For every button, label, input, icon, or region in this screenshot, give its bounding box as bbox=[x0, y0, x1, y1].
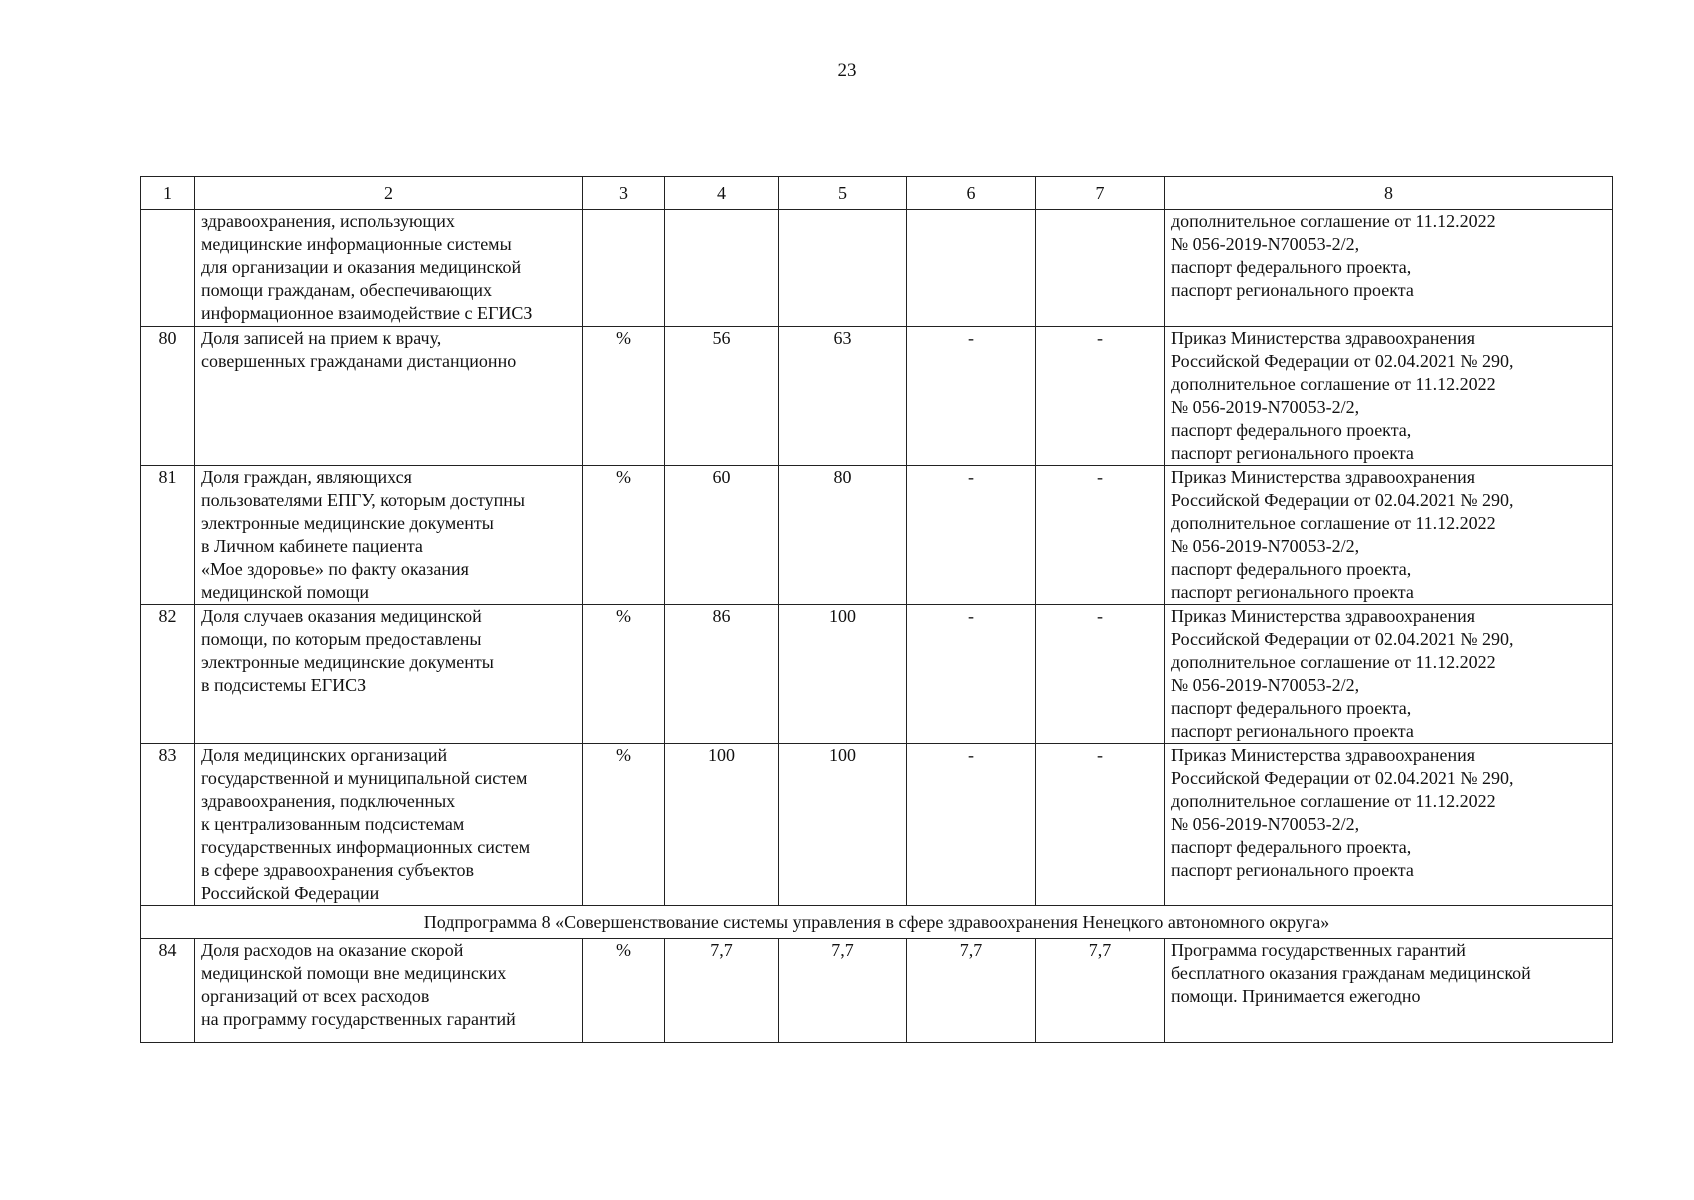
cell-text-line: информационное взаимодействие с ЕГИСЗ bbox=[201, 303, 533, 323]
table-row bbox=[141, 210, 1613, 327]
cell-text-line: № 056-2019-N70053-2/2, bbox=[1171, 675, 1360, 695]
row-number-cell: 83 bbox=[141, 744, 195, 906]
cell-text-line: Доля граждан, являющихся bbox=[201, 467, 412, 487]
cell-text-line: для организации и оказания медицинской bbox=[201, 257, 522, 277]
cell-text-line: организаций от всех расходов bbox=[201, 986, 430, 1006]
cell-text-line: Приказ Министерства здравоохранения bbox=[1171, 745, 1476, 765]
cell-text-line: паспорт регионального проекта bbox=[1171, 443, 1414, 463]
cell-text-line: к централизованным подсистемам bbox=[201, 814, 465, 834]
cell-text-line: помощи, по которым предоставлены bbox=[201, 629, 482, 649]
cell-text-line: Приказ Министерства здравоохранения bbox=[1171, 328, 1476, 348]
indicator-name-cell bbox=[195, 210, 583, 327]
cell-text-line: паспорт регионального проекта bbox=[1171, 582, 1414, 602]
cell-text-line: в сфере здравоохранения субъектов bbox=[201, 860, 475, 880]
source-document-cell bbox=[1165, 744, 1613, 906]
value-cell-col7: - bbox=[1036, 466, 1165, 605]
subprogram-title: Подпрограмма 8 «Совершенствование системы управления в сфере здравоохранения Ненецкого автономного округа» bbox=[141, 906, 1613, 939]
value-cell-col6: - bbox=[907, 605, 1036, 744]
column-header: 8 bbox=[1165, 177, 1613, 210]
cell-text-line: Приказ Министерства здравоохранения bbox=[1171, 606, 1476, 626]
cell-text-line: электронные медицинские документы bbox=[201, 513, 494, 533]
column-header: 2 bbox=[195, 177, 583, 210]
indicator-name-cell bbox=[195, 466, 583, 605]
row-number-cell: 80 bbox=[141, 327, 195, 466]
cell-text-line: совершенных гражданами дистанционно bbox=[201, 351, 517, 371]
row-number-cell: 84 bbox=[141, 939, 195, 1043]
unit-cell: % bbox=[583, 466, 665, 605]
cell-text-line: дополнительное соглашение от 11.12.2022 bbox=[1171, 513, 1496, 533]
cell-text-line: Доля медицинских организаций bbox=[201, 745, 448, 765]
column-header: 3 bbox=[583, 177, 665, 210]
cell-text-line: Приказ Министерства здравоохранения bbox=[1171, 467, 1476, 487]
table-row bbox=[141, 744, 1613, 906]
value-cell-col7: - bbox=[1036, 744, 1165, 906]
source-document-cell bbox=[1165, 466, 1613, 605]
row-number-cell: 81 bbox=[141, 466, 195, 605]
cell-text-line: дополнительное соглашение от 11.12.2022 bbox=[1171, 652, 1496, 672]
value-cell-col6: - bbox=[907, 327, 1036, 466]
row-number-cell bbox=[141, 210, 195, 327]
unit-cell bbox=[583, 210, 665, 327]
cell-text-line: дополнительное соглашение от 11.12.2022 bbox=[1171, 211, 1496, 231]
cell-text-line: на программу государственных гарантий bbox=[201, 1009, 516, 1029]
value-cell-col4: 56 bbox=[665, 327, 779, 466]
row-number-cell: 82 bbox=[141, 605, 195, 744]
source-document-cell bbox=[1165, 327, 1613, 466]
column-header: 4 bbox=[665, 177, 779, 210]
value-cell-col4: 60 bbox=[665, 466, 779, 605]
source-document-cell bbox=[1165, 210, 1613, 327]
value-cell-col5: 80 bbox=[779, 466, 907, 605]
cell-text-line: пользователями ЕПГУ, которым доступны bbox=[201, 490, 526, 510]
cell-text-line: в подсистемы ЕГИСЗ bbox=[201, 675, 367, 695]
cell-text-line: Российской Федерации от 02.04.2021 № 290, bbox=[1171, 490, 1514, 510]
value-cell-col5 bbox=[779, 210, 907, 327]
cell-text-line: Российской Федерации bbox=[201, 883, 380, 903]
value-cell-col7: - bbox=[1036, 327, 1165, 466]
cell-text-line: паспорт федерального проекта, bbox=[1171, 559, 1412, 579]
value-cell-col4: 100 bbox=[665, 744, 779, 906]
cell-text-line: дополнительное соглашение от 11.12.2022 bbox=[1171, 791, 1496, 811]
value-cell-col5: 100 bbox=[779, 605, 907, 744]
cell-text-line: помощи гражданам, обеспечивающих bbox=[201, 280, 493, 300]
source-document-cell bbox=[1165, 939, 1613, 1043]
unit-cell: % bbox=[583, 744, 665, 906]
value-cell-col4 bbox=[665, 210, 779, 327]
cell-text-line: Российской Федерации от 02.04.2021 № 290, bbox=[1171, 351, 1514, 371]
cell-text-line: Программа государственных гарантий bbox=[1171, 940, 1466, 960]
cell-text-line: бесплатного оказания гражданам медицинской bbox=[1171, 963, 1531, 983]
column-header: 6 bbox=[907, 177, 1036, 210]
unit-cell: % bbox=[583, 939, 665, 1043]
value-cell-col6 bbox=[907, 210, 1036, 327]
value-cell-col6: 7,7 bbox=[907, 939, 1036, 1043]
table-row bbox=[141, 327, 1613, 466]
column-number-header-row bbox=[141, 177, 1613, 210]
cell-text-line: государственной и муниципальной систем bbox=[201, 768, 528, 788]
cell-text-line: паспорт федерального проекта, bbox=[1171, 420, 1412, 440]
cell-text-line: паспорт регионального проекта bbox=[1171, 860, 1414, 880]
value-cell-col4: 86 bbox=[665, 605, 779, 744]
value-cell-col6: - bbox=[907, 744, 1036, 906]
cell-text-line: помощи. Принимается ежегодно bbox=[1171, 986, 1421, 1006]
cell-text-line: Доля расходов на оказание скорой bbox=[201, 940, 464, 960]
value-cell-col5: 7,7 bbox=[779, 939, 907, 1043]
cell-text-line: паспорт федерального проекта, bbox=[1171, 837, 1412, 857]
value-cell-col5: 63 bbox=[779, 327, 907, 466]
cell-text-line: Доля записей на прием к врачу, bbox=[201, 328, 442, 348]
value-cell-col7: 7,7 bbox=[1036, 939, 1165, 1043]
page-number: 23 bbox=[837, 60, 857, 81]
cell-text-line: государственных информационных систем bbox=[201, 837, 531, 857]
cell-text-line: Российской Федерации от 02.04.2021 № 290, bbox=[1171, 629, 1514, 649]
cell-text-line: «Мое здоровье» по факту оказания bbox=[201, 559, 469, 579]
column-header: 7 bbox=[1036, 177, 1165, 210]
unit-cell: % bbox=[583, 327, 665, 466]
indicator-name-cell bbox=[195, 605, 583, 744]
cell-text-line: электронные медицинские документы bbox=[201, 652, 494, 672]
cell-text-line: № 056-2019-N70053-2/2, bbox=[1171, 814, 1360, 834]
cell-text-line: № 056-2019-N70053-2/2, bbox=[1171, 234, 1360, 254]
cell-text-line: паспорт федерального проекта, bbox=[1171, 257, 1412, 277]
cell-text-line: в Личном кабинете пациента bbox=[201, 536, 423, 556]
value-cell-col5: 100 bbox=[779, 744, 907, 906]
unit-cell: % bbox=[583, 605, 665, 744]
column-header: 5 bbox=[779, 177, 907, 210]
indicator-name-cell bbox=[195, 744, 583, 906]
subprogram-row bbox=[141, 906, 1613, 939]
cell-text-line: Доля случаев оказания медицинской bbox=[201, 606, 482, 626]
cell-text-line: медицинской помощи вне медицинских bbox=[201, 963, 507, 983]
indicator-name-cell bbox=[195, 327, 583, 466]
cell-text-line: здравоохранения, использующих bbox=[201, 211, 455, 231]
cell-text-line: дополнительное соглашение от 11.12.2022 bbox=[1171, 374, 1496, 394]
cell-text-line: медицинской помощи bbox=[201, 582, 369, 602]
cell-text-line: паспорт федерального проекта, bbox=[1171, 698, 1412, 718]
cell-text-line: № 056-2019-N70053-2/2, bbox=[1171, 536, 1360, 556]
indicator-name-cell bbox=[195, 939, 583, 1043]
cell-text-line: № 056-2019-N70053-2/2, bbox=[1171, 397, 1360, 417]
table-row bbox=[141, 605, 1613, 744]
cell-text-line: Российской Федерации от 02.04.2021 № 290, bbox=[1171, 768, 1514, 788]
column-header: 1 bbox=[141, 177, 195, 210]
cell-text-line: здравоохранения, подключенных bbox=[201, 791, 456, 811]
indicators-table bbox=[140, 176, 1613, 1043]
value-cell-col4: 7,7 bbox=[665, 939, 779, 1043]
cell-text-line: паспорт регионального проекта bbox=[1171, 721, 1414, 741]
value-cell-col7: - bbox=[1036, 605, 1165, 744]
value-cell-col7 bbox=[1036, 210, 1165, 327]
value-cell-col6: - bbox=[907, 466, 1036, 605]
table-row bbox=[141, 939, 1613, 1043]
table-row bbox=[141, 466, 1613, 605]
cell-text-line: медицинские информационные системы bbox=[201, 234, 512, 254]
cell-text-line: паспорт регионального проекта bbox=[1171, 280, 1414, 300]
source-document-cell bbox=[1165, 605, 1613, 744]
